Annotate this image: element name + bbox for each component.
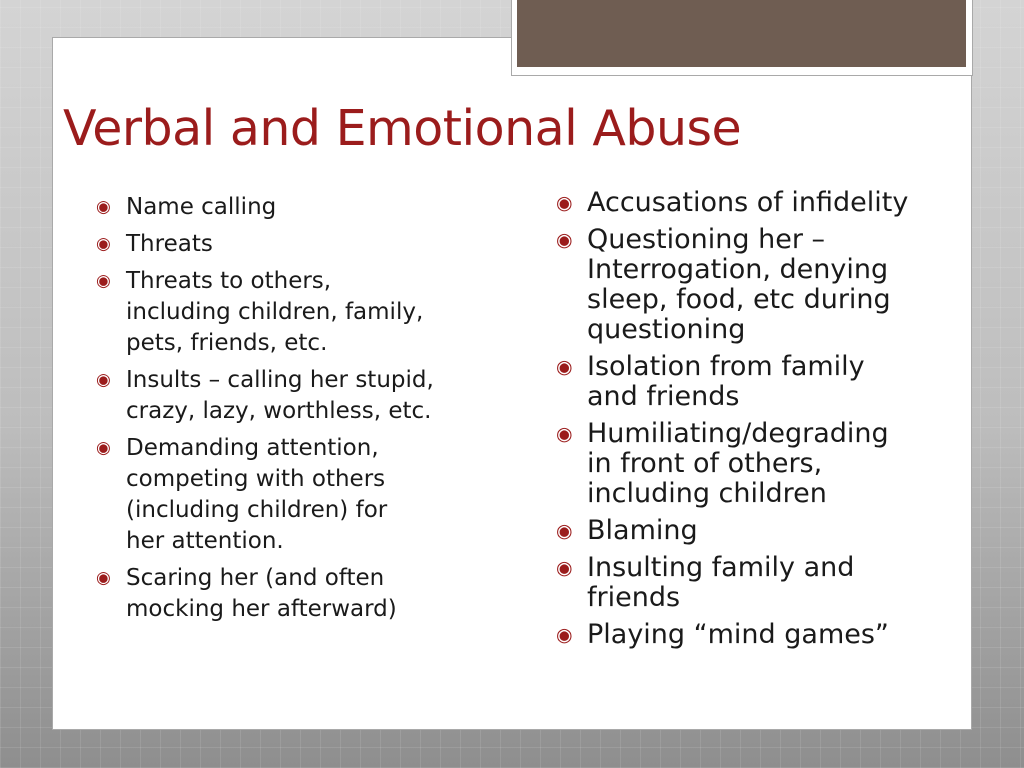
list-item-text: her attention.: [126, 528, 284, 554]
list-item-text: Accusations of infidelity: [587, 187, 909, 218]
circle-bullet-icon: ◉: [96, 271, 111, 291]
circle-bullet-icon: ◉: [556, 624, 573, 646]
list-item-text: Threats: [126, 231, 213, 257]
circle-bullet-icon: ◉: [96, 370, 111, 390]
circle-bullet-icon: ◉: [556, 423, 573, 445]
list-item-text: Questioning her –: [587, 224, 826, 255]
list-item: [556, 352, 961, 412]
list-item-text: friends: [587, 582, 681, 613]
list-item-text: crazy, lazy, worthless, etc.: [126, 398, 432, 424]
list-item-text: pets, friends, etc.: [126, 330, 328, 356]
left-bullet-list: [96, 192, 496, 631]
circle-bullet-icon: ◉: [556, 192, 573, 214]
list-item: [96, 563, 496, 625]
circle-bullet-icon: ◉: [556, 557, 573, 579]
circle-bullet-icon: ◉: [556, 229, 573, 251]
list-item-text: (including children) for: [126, 497, 388, 523]
list-item-text: Isolation from family: [587, 351, 865, 382]
list-item: [96, 192, 496, 223]
list-item: [556, 516, 961, 546]
list-item-text: Scaring her (and often: [126, 565, 385, 591]
list-item-text: including children, family,: [126, 299, 424, 325]
list-item-text: competing with others: [126, 466, 386, 492]
list-item: [96, 365, 496, 427]
list-item-text: Humiliating/degrading: [587, 418, 889, 449]
circle-bullet-icon: ◉: [96, 234, 111, 254]
header-accent-block: [517, 0, 966, 67]
circle-bullet-icon: ◉: [556, 520, 573, 542]
list-item-text: Threats to others,: [126, 268, 332, 294]
list-item-text: including children: [587, 478, 827, 509]
circle-bullet-icon: ◉: [96, 197, 111, 217]
list-item: [556, 225, 961, 345]
slide-title: Verbal and Emotional Abuse: [63, 100, 742, 157]
list-item-text: Blaming: [587, 515, 698, 546]
list-item-text: Interrogation, denying: [587, 254, 889, 285]
list-item-text: Playing “mind games”: [587, 619, 889, 650]
list-item-text: and friends: [587, 381, 740, 412]
circle-bullet-icon: ◉: [96, 438, 111, 458]
list-item: [96, 229, 496, 260]
right-bullet-list: [556, 188, 961, 657]
list-item-text: mocking her afterward): [126, 596, 397, 622]
list-item-text: sleep, food, etc during: [587, 284, 891, 315]
list-item: [96, 266, 496, 359]
list-item: [556, 553, 961, 613]
list-item-text: in front of others,: [587, 448, 823, 479]
list-item: [556, 620, 961, 650]
list-item-text: Insulting family and: [587, 552, 855, 583]
circle-bullet-icon: ◉: [96, 568, 111, 588]
list-item-text: Name calling: [126, 194, 277, 220]
list-item-text: questioning: [587, 314, 746, 345]
list-item-text: Demanding attention,: [126, 435, 379, 461]
list-item: [556, 188, 961, 218]
list-item-text: Insults – calling her stupid,: [126, 367, 434, 393]
list-item: [556, 419, 961, 509]
list-item: [96, 433, 496, 557]
circle-bullet-icon: ◉: [556, 356, 573, 378]
